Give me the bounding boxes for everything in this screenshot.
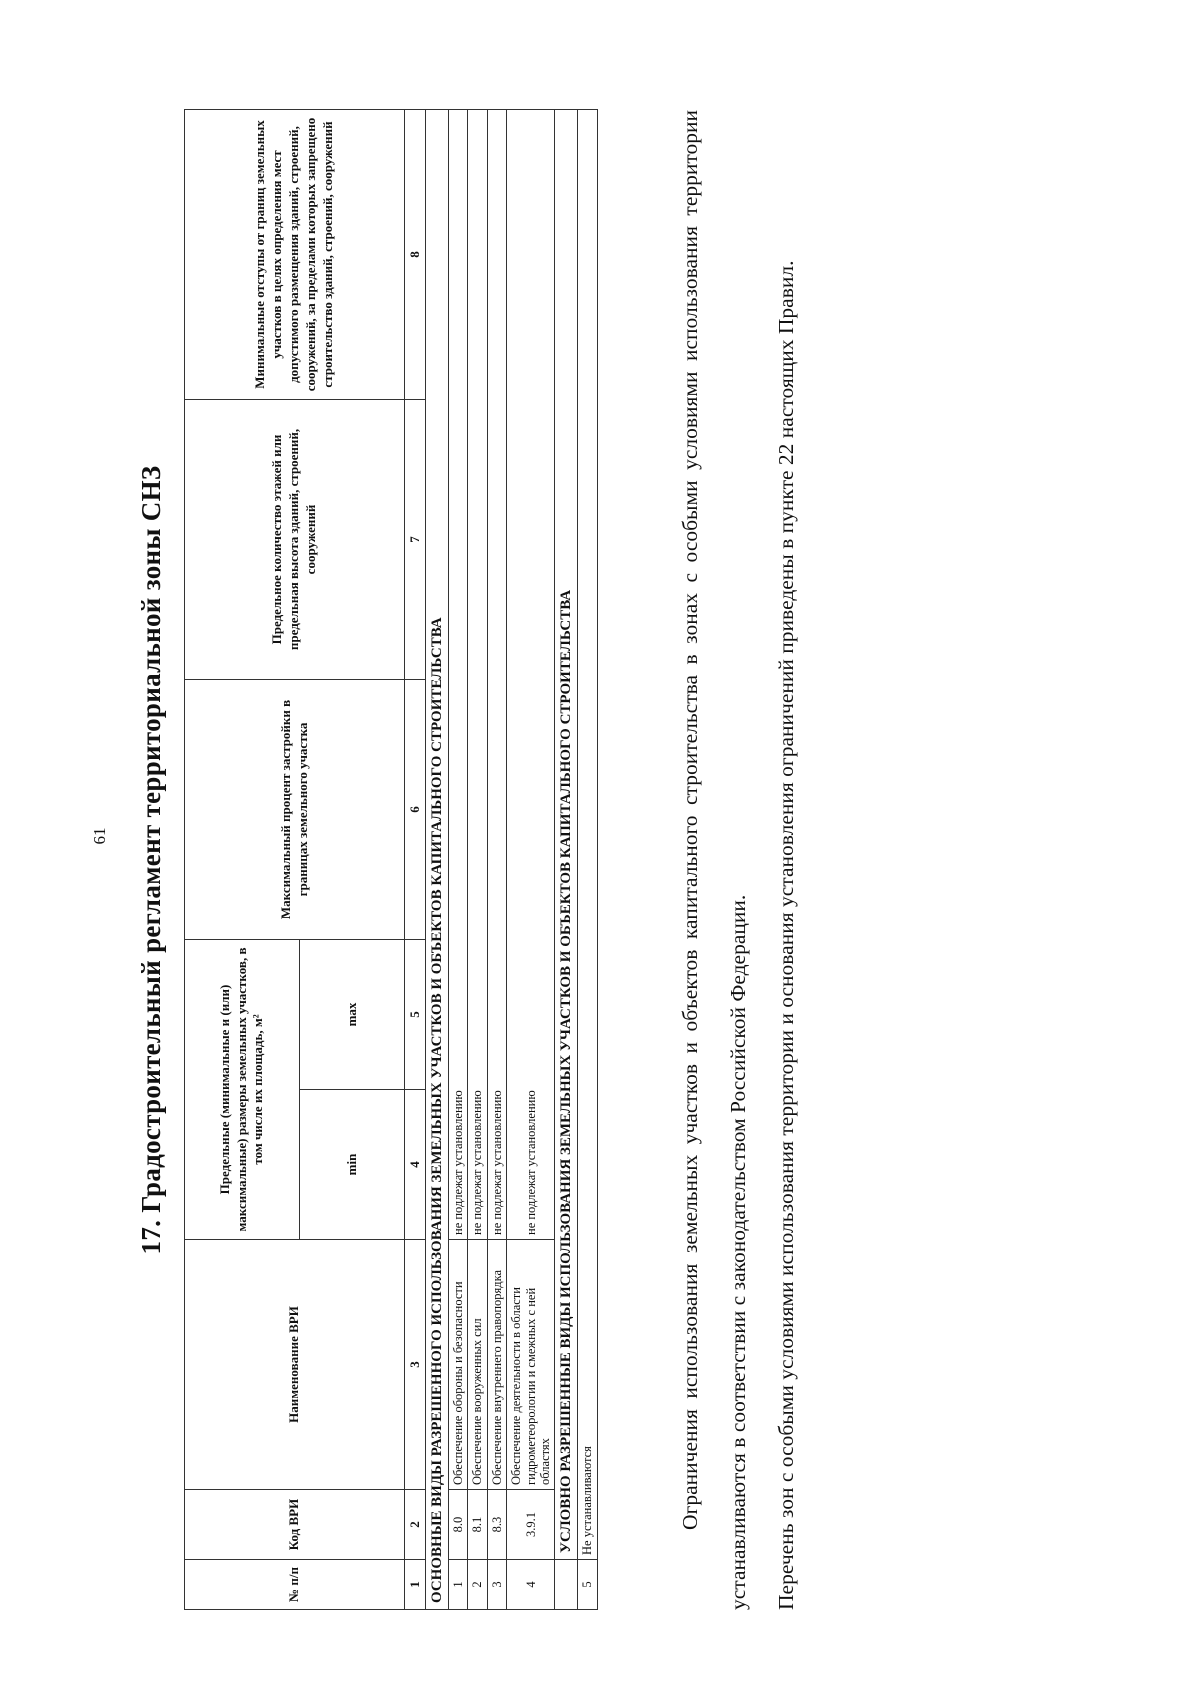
row-num: 5 bbox=[578, 1560, 597, 1610]
column-number: 1 bbox=[405, 1560, 426, 1610]
row-value: Не устанавливаются bbox=[578, 109, 597, 1559]
section-blank-cell bbox=[555, 1560, 578, 1610]
row-num: 4 bbox=[507, 1560, 555, 1610]
row-name: Обеспечение вооруженных сил bbox=[468, 1240, 487, 1490]
column-number-row bbox=[405, 109, 426, 1609]
header-percent: Максимальный процент застройки в границах земельного участка bbox=[185, 679, 405, 939]
column-number: 7 bbox=[405, 399, 426, 679]
table-row bbox=[507, 109, 555, 1609]
row-code: 3.9.1 bbox=[507, 1490, 555, 1560]
header-min: min bbox=[300, 1090, 405, 1240]
section-conditional-row bbox=[555, 109, 578, 1609]
row-num: 3 bbox=[487, 1560, 506, 1610]
table-row bbox=[487, 109, 506, 1609]
paragraph: Перечень зон с особыми условиями использования территории и основания установления ограничений приведены в пункте 22 настоящих Правил. bbox=[774, 260, 798, 1610]
table-row bbox=[578, 109, 597, 1609]
page-title: 17. Градостроительный регламент территориальной зоны СНЗ bbox=[136, 465, 166, 1255]
paragraph: Ограничения использования земельных участков и объектов капитального строительства в зонах с особыми условиями использования территории устанавливаются в соответствии с законодательством Российской Федерации. bbox=[678, 110, 750, 1610]
regulation-table bbox=[184, 109, 598, 1610]
header-floors: Предельное количество этажей или предельная высота зданий, строений, сооружений bbox=[185, 399, 405, 679]
row-code: 8.3 bbox=[487, 1490, 506, 1560]
column-number: 6 bbox=[405, 679, 426, 939]
row-code: 8.0 bbox=[449, 1490, 468, 1560]
column-number: 5 bbox=[405, 939, 426, 1089]
page-number: 61 bbox=[90, 827, 109, 845]
row-name: Обеспечение обороны и безопасности bbox=[449, 1240, 468, 1490]
row-num: 1 bbox=[449, 1560, 468, 1610]
column-number: 2 bbox=[405, 1490, 426, 1560]
header-name: Наименование ВРИ bbox=[185, 1240, 405, 1490]
column-number: 8 bbox=[405, 109, 426, 399]
header-setbacks: Минимальные отступы от границ земельных участков в целях определения мест допустимого размещения зданий, строений, сооружений, за пределами которых запрещено строительство зданий, строений, сооружений bbox=[185, 109, 405, 399]
header-size-group: Предельные (минимальные и (или) максимальные) размеры земельных участков, в том числе их площадь, м² bbox=[185, 939, 300, 1239]
header-max: max bbox=[300, 939, 405, 1089]
row-value: не подлежат установлению bbox=[487, 109, 506, 1239]
row-value: не подлежат установлению bbox=[468, 109, 487, 1239]
row-code: 8.1 bbox=[468, 1490, 487, 1560]
column-number: 4 bbox=[405, 1090, 426, 1240]
section-main-row bbox=[426, 109, 449, 1609]
row-value: не подлежат установлению bbox=[449, 109, 468, 1239]
section-main-label: ОСНОВНЫЕ ВИДЫ РАЗРЕШЕННОГО ИСПОЛЬЗОВАНИЯ ЗЕМЕЛЬНЫХ УЧАСТКОВ И ОБЪЕКТОВ КАПИТАЛЬНОГО СТРОИТЕЛЬСТВА bbox=[426, 109, 449, 1609]
row-num: 2 bbox=[468, 1560, 487, 1610]
header-code: Код ВРИ bbox=[185, 1490, 405, 1560]
row-name: Обеспечение внутреннего правопорядка bbox=[487, 1240, 506, 1490]
rotated-page-content bbox=[136, 80, 926, 1640]
table-row bbox=[449, 109, 468, 1609]
row-name: Обеспечение деятельности в области гидрометеорологии и смежных с ней областях bbox=[507, 1240, 555, 1490]
row-value: не подлежат установлению bbox=[507, 109, 555, 1239]
header-num: № п/п bbox=[185, 1560, 405, 1610]
header-row bbox=[185, 109, 300, 1609]
table-row bbox=[468, 109, 487, 1609]
section-conditional-label: УСЛОВНО РАЗРЕШЕННЫЕ ВИДЫ ИСПОЛЬЗОВАНИЯ ЗЕМЕЛЬНЫХ УЧАСТКОВ И ОБЪЕКТОВ КАПИТАЛЬНОГО СТРОИТЕЛЬСТВА bbox=[555, 109, 578, 1559]
body-text bbox=[666, 110, 810, 1610]
column-number: 3 bbox=[405, 1240, 426, 1490]
